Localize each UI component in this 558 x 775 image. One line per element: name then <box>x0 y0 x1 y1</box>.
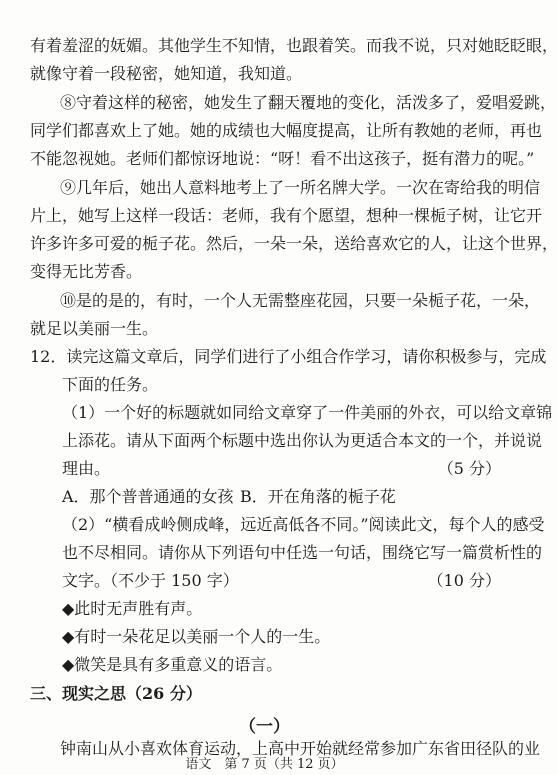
section-3-text: 钟南山从小喜欢体育运动，上高中开始就经常参加广东省田径队的业 <box>60 739 541 758</box>
part-1-score: （5 分） <box>437 459 501 478</box>
option-b: B．开在角落的栀子花 <box>240 487 396 506</box>
section-3-title: 三、现实之思（26 分） <box>30 684 202 703</box>
passage-line: 不能忽视她。老师们都惊讶地说：“呀！看不出这孩子，挺有潜力的呢。” <box>30 149 535 168</box>
passage-paragraph-9: ⑨几年后，她出人意料地考上了一所名牌大学。一次在寄给我的明信 <box>60 178 541 197</box>
section-3-subtitle: （一） <box>239 717 290 737</box>
passage-line: 就足以美丽一生。 <box>30 319 159 338</box>
option-a: A．那个普普通通的女孩 <box>62 487 234 506</box>
passage-paragraph-10: ⑩是的是的，有时，一个人无需整座花园，只要一朵栀子花，一朵， <box>60 291 541 310</box>
question-part-2-cont: 也不尽相同。请你从下列语句中任选一句话，围绕它写一篇赏析性的 <box>62 543 543 562</box>
quote-option: ◆此时无声胜有声。 <box>62 599 203 618</box>
passage-paragraph-8: ⑧守着这样的秘密，她发生了翻天覆地的变化，活泼多了，爱唱爱跳， <box>60 93 557 112</box>
question-part-2: （2）“横看成岭侧成峰，远近高低各不同。”阅读此文，每个人的感受 <box>62 515 545 534</box>
quote-option: ◆有时一朵花足以美丽一个人的一生。 <box>62 627 331 646</box>
quote-option: ◆微笑是具有多重意义的语言。 <box>62 655 283 674</box>
passage-line: 片上，她写上这样一段话：老师，我有个愿望，想种一棵栀子树，让它开 <box>30 206 543 225</box>
question-part-2-cont: 文字。（不少于 150 字） <box>62 571 239 590</box>
question-part-1-cont: 上添花。请从下面两个标题中选出你认为更适合本文的一个，并说说 <box>62 431 543 450</box>
question-part-1-cont: 理由。 <box>62 459 111 478</box>
question-12-stem: 12．读完这篇文章后，同学们进行了小组合作学习，请你积极参与，完成 <box>30 347 547 366</box>
question-12-stem-cont: 下面的任务。 <box>62 375 159 394</box>
passage-line: 同学们都喜欢上了她。她的成绩也大幅度提高，让所有教她的老师，再也 <box>30 121 543 140</box>
passage-line: 变得无比芳香。 <box>30 262 143 281</box>
passage-line: 许多许多可爱的栀子花。然后，一朵一朵，送给喜欢它的人，让这个世界， <box>30 234 558 253</box>
passage-line: 就像守着一段秘密，她知道，我知道。 <box>30 64 303 83</box>
question-part-1: （1）一个好的标题就如同给文章穿了一件美丽的外衣，可以给文章锦 <box>62 403 553 422</box>
page-footer: 语文 第 7 页（共 12 页） <box>185 757 344 772</box>
part-2-score: （10 分） <box>427 571 501 590</box>
passage-line: 有着羞涩的妩媚。其他学生不知情，也跟着笑。而我不说，只对她眨眨眼， <box>30 36 558 55</box>
